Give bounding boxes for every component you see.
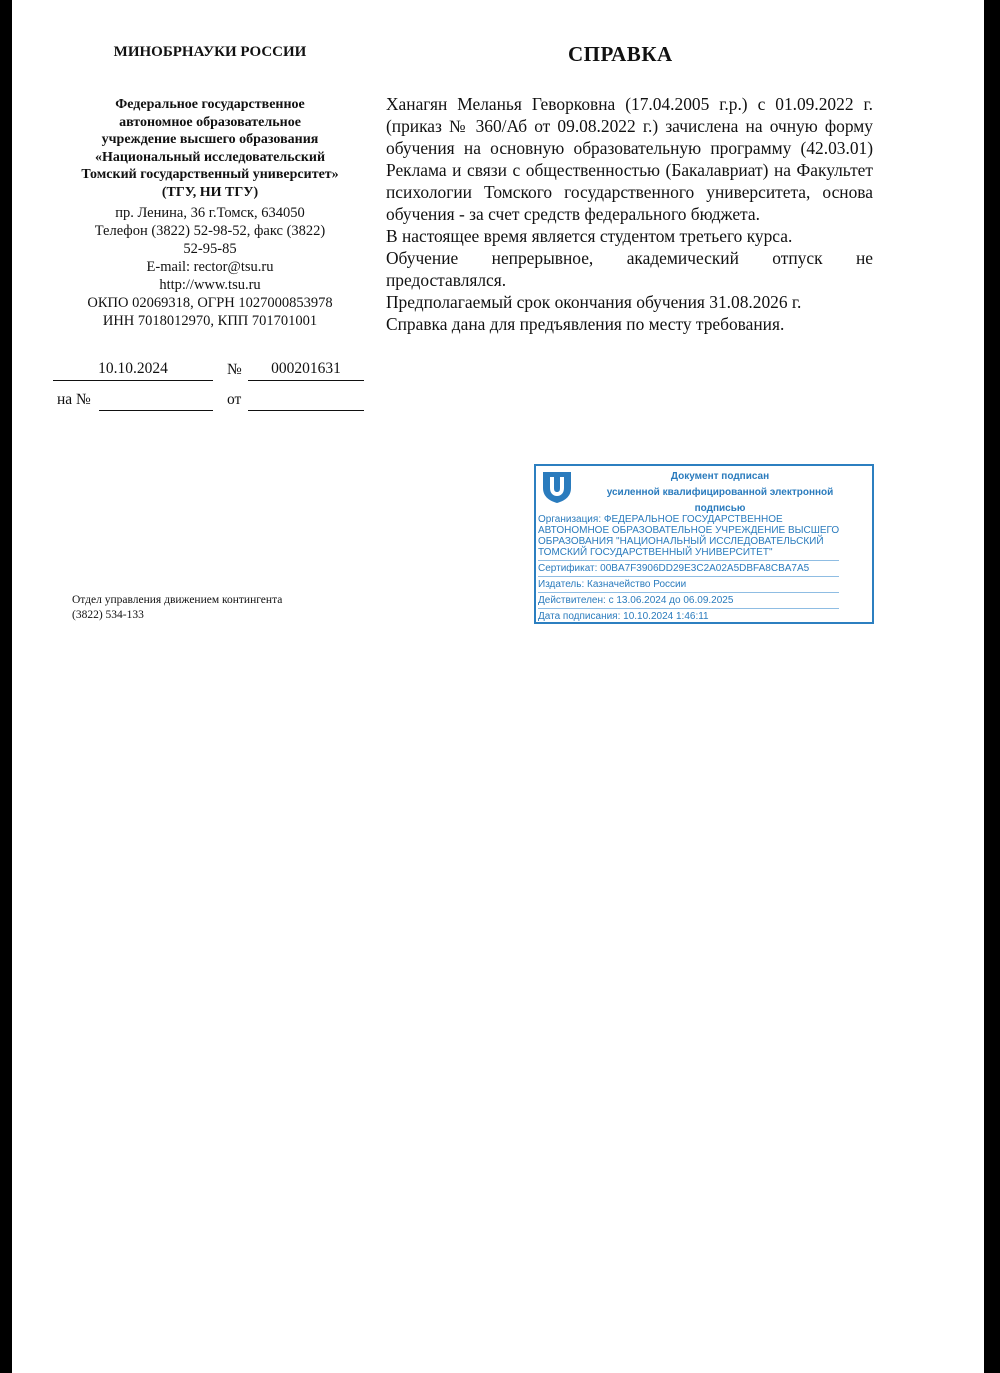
stamp-organization — [538, 514, 839, 561]
from-label: от — [227, 391, 242, 408]
stamp-certificate: Сертификат: 00BA7F3906DD29E3C2A02A5DBFA8CBA7A5 — [538, 563, 839, 577]
organization-block — [54, 96, 366, 202]
address-line: E-mail: rector@tsu.ru — [146, 259, 274, 275]
org-line: «Национальный исследовательский — [94, 149, 326, 165]
org-line: Федеральное государственное — [115, 97, 305, 112]
org-line: (ТГУ, НИ ТГУ) — [161, 184, 259, 200]
org-line: Томский государственный университет» — [81, 167, 339, 183]
document-number: 000201631 — [248, 359, 364, 381]
university-shield-icon — [541, 470, 573, 504]
address-line: 52-95-85 — [183, 241, 237, 257]
leave-paragraph: Обучение непрерывное, академический отпуск не предоставлялся. — [386, 248, 873, 290]
stamp-signed-date: Дата подписания: 10.10.2024 1:46:11 — [538, 611, 709, 622]
stamp-org-line: АВТОНОМНОЕ ОБРАЗОВАТЕЛЬНОЕ УЧРЕЖДЕНИЕ ВЫСШЕГО — [538, 525, 840, 536]
address-line: ИНН 7018012970, КПП 701701001 — [102, 313, 318, 329]
document-title: СПРАВКА — [568, 42, 673, 66]
number-label: № — [227, 361, 242, 378]
enrollment-paragraph: Ханагян Меланья Геворковна (17.04.2005 г.р.) с 01.09.2022 г. (приказ № 360/Аб от 09.08.2022 г.) зачислена на очную форму обучения на основную образовательную программу (42.03.01) Реклама и связи с общественностью (Бакалавриат) на Факультет психологии Томского государственного университета, основа обучения - за счет средств федерального бюджета. — [386, 94, 873, 224]
graduation-paragraph: Предполагаемый срок окончания обучения 31.08.2026 г. — [386, 292, 802, 312]
address-block — [54, 204, 366, 330]
reference-row — [53, 387, 365, 411]
course-paragraph: В настоящее время является студентом третьего курса. — [386, 226, 793, 246]
stamp-heading-line: Документ подписан — [670, 471, 770, 482]
date-number-row — [53, 357, 365, 381]
stamp-issuer: Издатель: Казначейство России — [538, 579, 839, 593]
stamp-heading-line: подписью — [694, 503, 746, 514]
department-contact — [72, 593, 282, 623]
address-line: http://www.tsu.ru — [159, 277, 261, 293]
purpose-paragraph: Справка дана для предъявления по месту требования. — [386, 314, 785, 334]
stamp-org-line: Организация: ФЕДЕРАЛЬНОЕ ГОСУДАРСТВЕННОЕ — [538, 514, 783, 525]
address-line: ОКПО 02069318, ОГРН 1027000853978 — [87, 295, 333, 311]
signature-stamp — [534, 464, 874, 624]
org-line: учреждение высшего образования — [101, 132, 319, 148]
document-page — [12, 0, 984, 1373]
stamp-org-line: ОБРАЗОВАНИЯ "НАЦИОНАЛЬНЫЙ ИССЛЕДОВАТЕЛЬСКИЙ — [538, 536, 824, 547]
org-line: автономное образовательное — [119, 114, 301, 130]
ref-number-field — [99, 389, 213, 411]
certificate-body — [386, 93, 873, 335]
department-phone: (3822) 534-133 — [72, 609, 144, 621]
from-date-field — [248, 389, 364, 411]
stamp-details — [538, 514, 839, 626]
stamp-heading — [570, 469, 870, 517]
department-name: Отдел управления движением контингента — [72, 594, 283, 606]
ministry-name: МИНОБРНАУКИ РОССИИ — [113, 44, 307, 60]
stamp-org-line: ТОМСКИЙ ГОСУДАРСТВЕННЫЙ УНИВЕРСИТЕТ" — [538, 547, 773, 558]
stamp-heading-line: усиленной квалифицированной электронной — [606, 487, 834, 498]
address-line: пр. Ленина, 36 г.Томск, 634050 — [115, 205, 305, 221]
stamp-validity: Действителен: с 13.06.2024 до 06.09.2025 — [538, 595, 839, 609]
document-date: 10.10.2024 — [53, 359, 213, 381]
address-line: Телефон (3822) 52-98-52, факс (3822) — [94, 223, 326, 239]
ref-label: на № — [57, 391, 91, 408]
